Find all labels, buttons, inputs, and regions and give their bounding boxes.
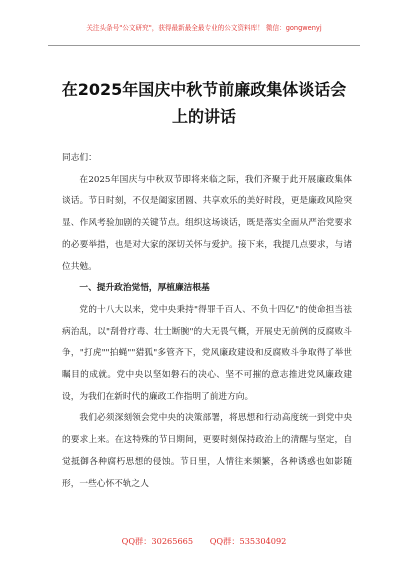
document-body bbox=[62, 148, 352, 495]
header-divider bbox=[48, 45, 360, 46]
paragraph-intro: 在2025年国庆与中秋双节即将来临之际，我们齐聚于此开展廉政集体谈话。节日时刻，不仅是阖家团圆、共享欢乐的美好时段，更是廉政风险突显、作风考验加剧的关键节点。组织这场谈话，既是落实全面从严治党要求的必要举措，也是对大家的深切关怀与爱护。接下来，我提几点要求，与诸位共勉。 bbox=[62, 174, 352, 272]
footer-qq-group-2: QQ群：535304092 bbox=[209, 536, 287, 546]
section-heading-1: 一、提升政治觉悟，厚植廉洁根基 bbox=[79, 283, 210, 294]
title-line-1: 在2025年国庆中秋节前廉政集体谈话会 bbox=[61, 80, 347, 99]
salutation: 同志们： bbox=[62, 153, 97, 163]
paragraph-3: 我们必须深刻领会党中央的决策部署，将思想和行动高度统一到党中央的要求上来。在这特殊的节日期间，更要时刻保持政治上的清醒与坚定，自觉抵御各种腐朽思想的侵蚀。节日里，人情往来频繁，各种诱惑也如影随形，一些心怀不轨之人 bbox=[62, 413, 352, 489]
footer-qq-group-1: QQ群：30265665 bbox=[121, 536, 194, 546]
document-title bbox=[52, 76, 356, 130]
header-promo-note: 关注头条号"公文研究"，获得最新最全最专业的公文资料库！ 微信：gongwenyj bbox=[86, 24, 322, 32]
footer-contact bbox=[0, 536, 408, 547]
paragraph-2: 党的十八大以来，党中央秉持"得罪千百人、不负十四亿"的使命担当祛病治乱，以"刮骨疗毒、壮士断腕"的大无畏气概，开展史无前例的反腐败斗争，"打虎""拍蝇""猎狐"多管齐下，党风廉政建设和反腐败斗争取得了举世瞩目的成就。党中央以坚如磐石的决心、坚不可摧的意志推进党风廉政建设，为我们在新时代的廉政工作指明了前进方向。 bbox=[62, 304, 352, 402]
title-line-2: 上的讲话 bbox=[171, 107, 236, 126]
